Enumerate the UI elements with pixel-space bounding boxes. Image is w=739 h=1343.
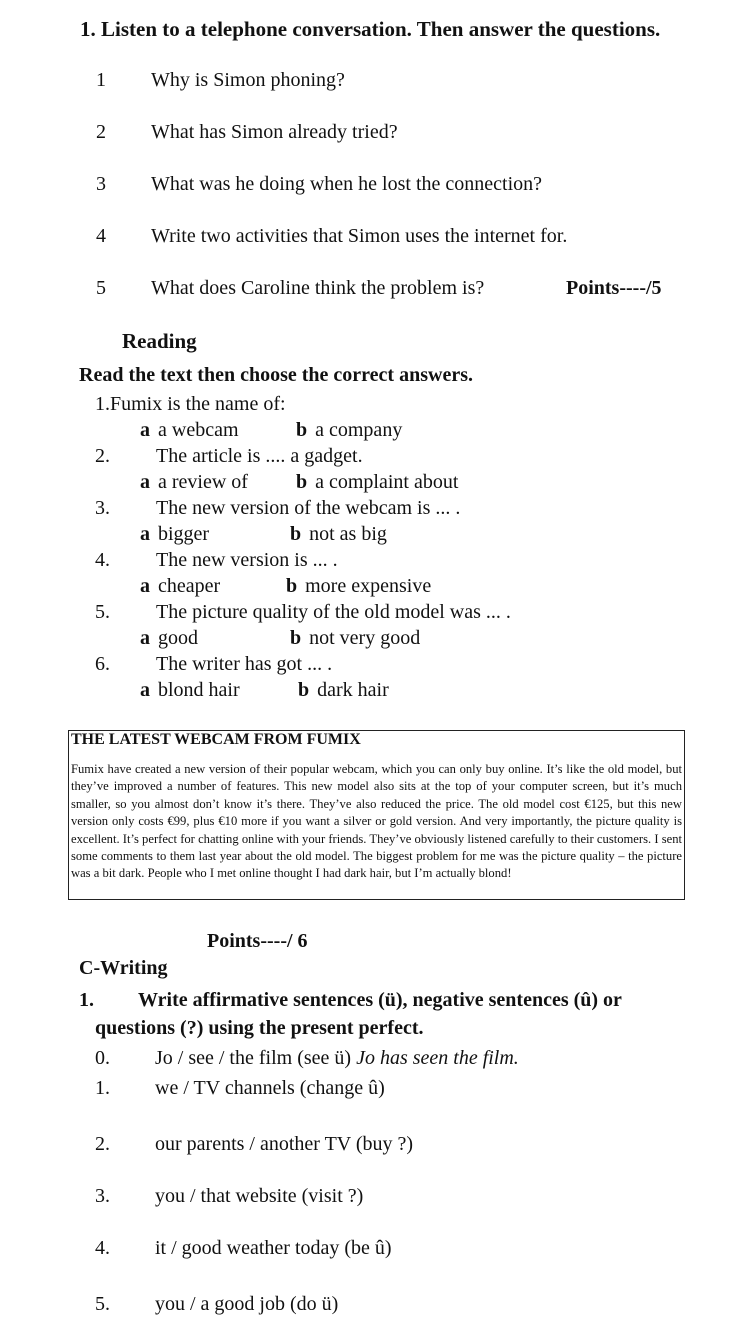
- option-text: not as big: [309, 523, 387, 545]
- reading-option-b: [296, 419, 402, 442]
- writing-item-number: 4.: [95, 1237, 110, 1259]
- reading-option-b: [298, 679, 389, 702]
- reading-question-text: The new version of the webcam is ... .: [156, 497, 461, 519]
- option-text: a complaint about: [315, 471, 459, 493]
- reading-question-number: 3.: [95, 497, 110, 519]
- option-letter: b: [296, 419, 308, 441]
- option-letter: a: [140, 627, 150, 649]
- reading-option-a: [140, 523, 209, 546]
- option-letter: a: [140, 523, 150, 545]
- option-text: a webcam: [158, 419, 239, 441]
- writing-item-text: you / that website (visit ?): [155, 1185, 364, 1207]
- reading-question-number: 5.: [95, 601, 110, 623]
- writing-item-text: it / good weather today (be û): [155, 1237, 392, 1259]
- reading-text-box: [68, 730, 685, 900]
- reading-text-title: THE LATEST WEBCAM FROM FUMIX: [71, 731, 361, 748]
- question-text: What has Simon already tried?: [151, 121, 398, 143]
- reading-question-number: 4.: [95, 549, 110, 571]
- question-number: 2: [96, 121, 106, 143]
- option-text: not very good: [309, 627, 421, 649]
- question-text: Why is Simon phoning?: [151, 69, 345, 91]
- reading-option-b: [290, 523, 387, 546]
- reading-option-a: [140, 471, 248, 494]
- writing-item-number: 1.: [95, 1077, 110, 1099]
- reading-question-number: 6.: [95, 653, 110, 675]
- option-letter: b: [298, 679, 310, 701]
- reading-question-text: 1.Fumix is the name of:: [95, 393, 286, 415]
- reading-option-b: [290, 627, 420, 650]
- writing-item-text: we / TV channels (change û): [155, 1077, 385, 1099]
- writing-item-number: 2.: [95, 1133, 110, 1155]
- option-letter: b: [290, 523, 302, 545]
- reading-question-text: The writer has got ... .: [156, 653, 333, 675]
- writing-example-answer: Jo has seen the film.: [356, 1047, 519, 1069]
- option-letter: b: [296, 471, 308, 493]
- writing-task-line1: Write affirmative sentences (ü), negative sentences (û) or: [138, 989, 622, 1011]
- option-letter: b: [290, 627, 302, 649]
- reading-instruction: Read the text then choose the correct answers.: [79, 364, 473, 386]
- writing-example: [155, 1047, 519, 1070]
- reading-option-a: [140, 627, 198, 650]
- listening-points: Points----/5: [566, 277, 662, 299]
- reading-question-number: 2.: [95, 445, 110, 467]
- option-text: blond hair: [158, 679, 240, 701]
- listening-title: 1. Listen to a telephone conversation. Then answer the questions.: [80, 17, 661, 41]
- reading-question-text: The picture quality of the old model was ... .: [156, 601, 511, 623]
- reading-points: Points----/ 6: [207, 930, 308, 952]
- option-text: dark hair: [317, 679, 389, 701]
- option-text: more expensive: [305, 575, 432, 597]
- reading-option-b: [286, 575, 431, 598]
- option-text: a company: [315, 419, 403, 441]
- option-letter: a: [140, 471, 150, 493]
- reading-option-a: [140, 419, 239, 442]
- writing-example-prompt: Jo / see / the film (see ü): [155, 1047, 352, 1069]
- reading-question-text: The new version is ... .: [156, 549, 338, 571]
- writing-heading: C-Writing: [79, 957, 168, 979]
- question-number: 3: [96, 173, 106, 195]
- reading-option-a: [140, 575, 220, 598]
- option-letter: a: [140, 679, 150, 701]
- reading-text-body: Fumix have created a new version of their popular webcam, which you can only buy online. It’s like the old model, but they’ve improved a number of features. This new model also sits at the top of your computer screen, but it’s much smaller, so you almost don’t know it’s there. They’ve also reduced the price. The old model cost €125, but this new version only costs €99, plus €10 more if you want a silver or gold version. And very importantly, the picture quality is excellent. It’s perfect for chatting online with your friends. They’ve obviously listened carefully to their customers. I sent some comments to them last year about the old model. The biggest problem for me was the picture quality – the picture was a bit dark. People who I met online thought I had dark hair, but I’m actually blond!: [71, 762, 682, 881]
- reading-option-a: [140, 679, 240, 702]
- writing-item-text: you / a good job (do ü): [155, 1293, 339, 1315]
- question-text: Write two activities that Simon uses the internet for.: [151, 225, 568, 247]
- question-number: 5: [96, 277, 106, 299]
- writing-item-text: our parents / another TV (buy ?): [155, 1133, 414, 1155]
- question-number: 4: [96, 225, 106, 247]
- option-text: cheaper: [158, 575, 221, 597]
- question-number: 1: [96, 69, 106, 91]
- option-letter: b: [286, 575, 298, 597]
- option-text: bigger: [158, 523, 210, 545]
- reading-heading: Reading: [122, 329, 197, 353]
- option-text: a review of: [158, 471, 248, 493]
- option-text: good: [158, 627, 198, 649]
- writing-task-line2: questions (?) using the present perfect.: [95, 1017, 424, 1039]
- writing-item-number: 5.: [95, 1293, 110, 1315]
- reading-question-text: The article is .... a gadget.: [156, 445, 363, 467]
- reading-option-b: [296, 471, 458, 494]
- question-text: What does Caroline think the problem is?: [151, 277, 485, 299]
- question-text: What was he doing when he lost the connection?: [151, 173, 542, 195]
- option-letter: a: [140, 575, 150, 597]
- option-letter: a: [140, 419, 150, 441]
- writing-item-number: 0.: [95, 1047, 110, 1069]
- writing-task-number: 1.: [79, 989, 94, 1011]
- writing-item-number: 3.: [95, 1185, 110, 1207]
